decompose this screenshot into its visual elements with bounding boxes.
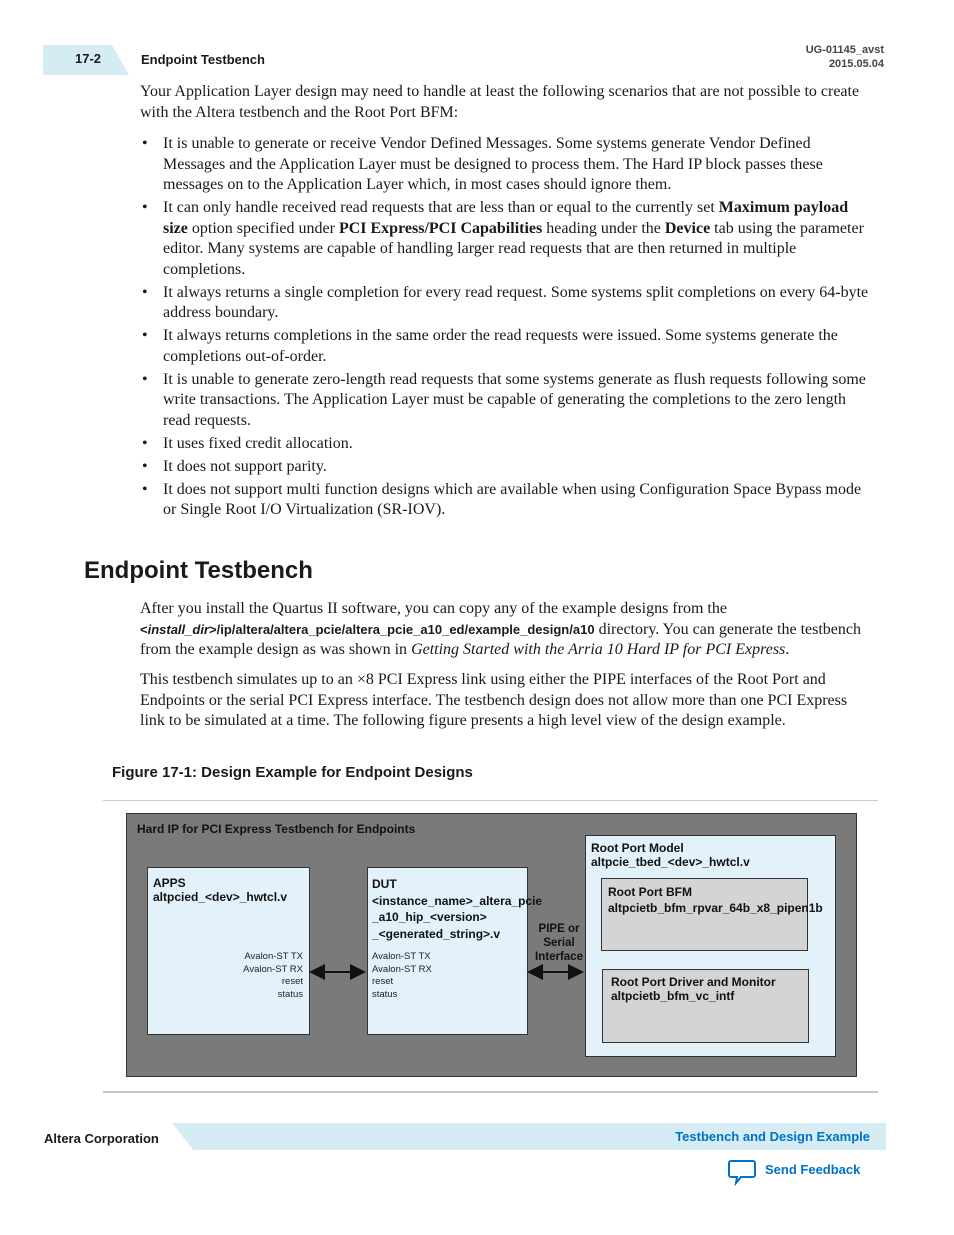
figure-top-rule	[103, 800, 878, 801]
figure-caption: Figure 17-1: Design Example for Endpoint Designs	[112, 764, 473, 781]
list-item: • It does not support parity.	[140, 457, 870, 478]
footer-chapter-link[interactable]: Testbench and Design Example	[675, 1129, 870, 1144]
section-paragraph-1: After you install the Quartus II software, you can copy any of the example designs from the <install_dir>/ip/altera/altera_pcie/altera_pcie_a10_ed/example_design/a10 directory. You can generate the testbench from the example design as was shown in Getting Started with the Arria 10 Hard IP for PCI Express.	[140, 600, 861, 658]
doc-date: 2015.05.04	[828, 58, 884, 70]
doc-reference: Getting Started with the Arria 10 Hard IP for PCI Express	[411, 641, 786, 658]
diagram-title: Hard IP for PCI Express Testbench for Endpoints	[137, 822, 416, 836]
list-item: • It is unable to generate or receive Vendor Defined Messages. Some systems generate Vendor Defined Messages and the Application Layer must be designed to process them. The Hard IP block passes these messages on to the Application Layer which, in most cases should ignore them.	[140, 134, 870, 196]
install-path: <install_dir>/ip/altera/altera_pcie/altera_pcie_a10_ed/example_design/a10	[140, 621, 595, 637]
pipe-interface-label: PIPE or Serial Interface	[535, 923, 583, 963]
footer-company: Altera Corporation	[44, 1131, 159, 1146]
dut-signals: Avalon-ST TX Avalon-ST RX reset status	[372, 951, 432, 1000]
list-item: • It always returns a single completion for every read request. Some systems split completions on every 64-byte address boundary.	[140, 283, 870, 324]
testbench-diagram	[126, 813, 857, 1077]
speech-bubble-icon[interactable]	[727, 1158, 757, 1186]
doc-id-code: UG-01145_avst	[805, 44, 884, 56]
figure-bottom-rule	[103, 1091, 878, 1093]
page-number: 17-2	[75, 51, 102, 66]
apps-file: altpcied_<dev>_hwtcl.v	[153, 890, 288, 904]
root-port-bfm-title: Root Port BFM	[608, 885, 692, 899]
list-item: • It uses fixed credit allocation.	[140, 434, 870, 455]
root-port-bfm-file: altpcietb_bfm_rpvar_64b_x8_pipen1b	[608, 901, 823, 915]
list-item: • It can only handle received read requests that are less than or equal to the currently set Maximum payload size option specified under PCI Express/PCI Capabilities heading under the Device tab using the parameter editor. Many systems are capable of handling larger read requests that are then returned in multiple completions.	[140, 198, 870, 280]
list-item: • It is unable to generate zero-length read requests that some systems generate as flush requests following some write transactions. The Application Layer must be capable of generating the completions to the zero length read requests.	[140, 370, 870, 432]
list-item: • It does not support multi function designs which are available when using Configuration Space Bypass mode or Single Root I/O Virtualization (SR-IOV).	[140, 480, 870, 521]
connection-arrows	[127, 814, 856, 1076]
list-item: • It always returns completions in the same order the read requests were issued. Some systems generate the completions out-of-order.	[140, 326, 870, 367]
send-feedback-link[interactable]: Send Feedback	[765, 1162, 861, 1177]
dut-title-block: DUT <instance_name>_altera_pcie _a10_hip_<version> _<generated_string>.v	[372, 877, 543, 941]
driver-monitor-file: altpcietb_bfm_vc_intf	[611, 989, 735, 1003]
section-heading: Endpoint Testbench	[84, 557, 313, 584]
apps-signals: Avalon-ST TX Avalon-ST RX reset status	[243, 951, 303, 1000]
header-section-title: Endpoint Testbench	[141, 52, 265, 67]
limitations-list	[140, 134, 870, 523]
doc-id	[806, 43, 884, 71]
root-port-model-title: Root Port Model	[591, 841, 684, 855]
intro-paragraph: Your Application Layer design may need to handle at least the following scenarios that are not possible to create with the Altera testbench and the Root Port BFM:	[140, 83, 860, 121]
apps-title: APPS	[153, 876, 186, 890]
root-port-model-file: altpcie_tbed_<dev>_hwtcl.v	[591, 855, 750, 869]
driver-monitor-title: Root Port Driver and Monitor	[611, 975, 776, 989]
section-paragraph-2: This testbench simulates up to an ×8 PCI Express link using either the PIPE interfaces of the Root Port and Endpoints or the serial PCI Express interface. The testbench design does not allow more than one PCI Express link to be simulated at a time. The following figure presents a high level view of the design example.	[140, 671, 848, 729]
